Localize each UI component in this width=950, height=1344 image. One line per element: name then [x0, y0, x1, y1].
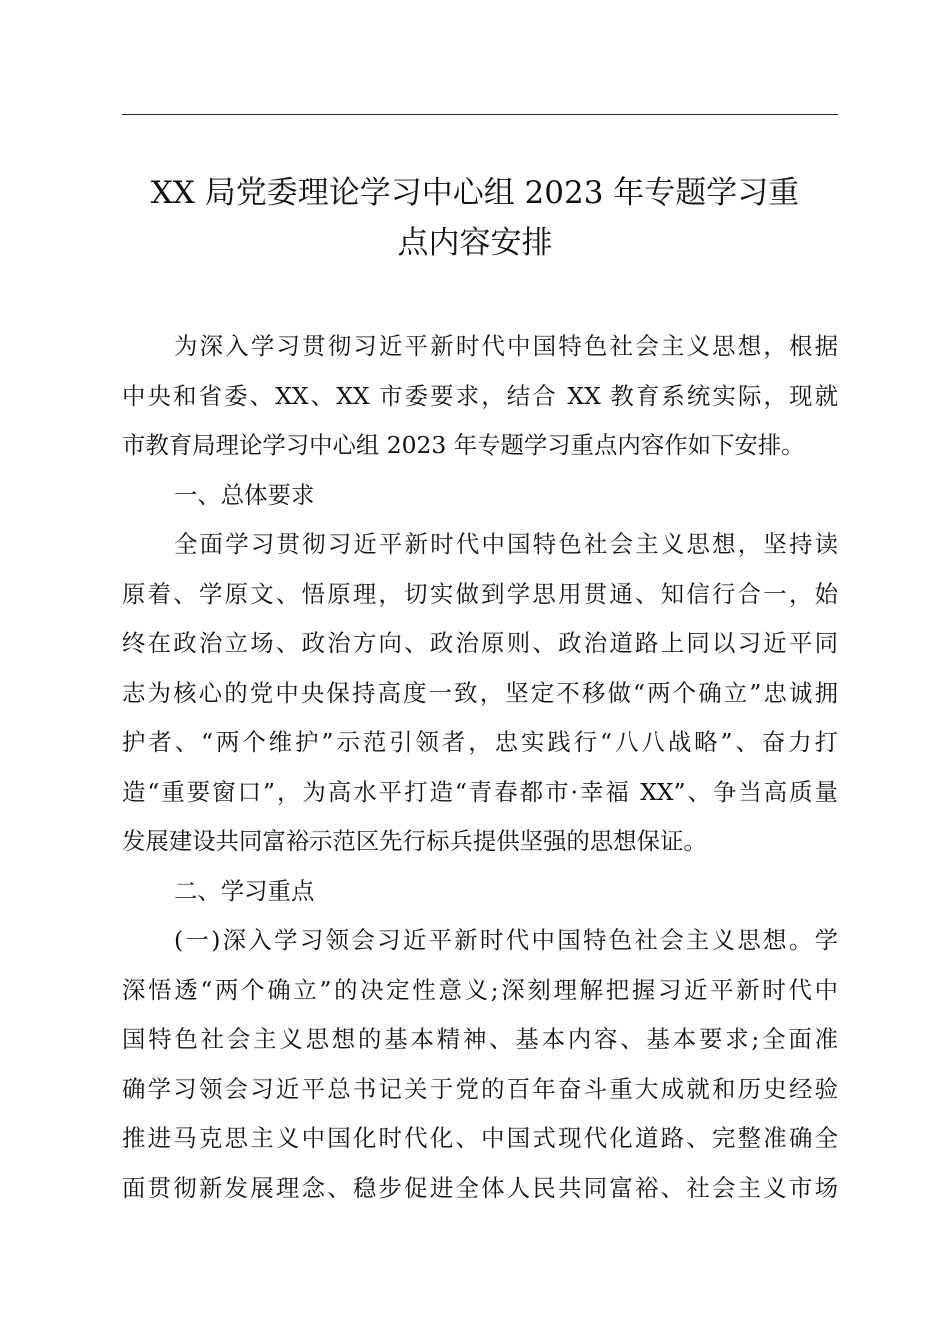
text-line: 志为核心的党中央保持高度一致，坚定不移做“两个确立”忠诚拥	[122, 678, 838, 707]
text-line: 市教育局理论学习中心组 2023 年专题学习重点内容作如下安排。	[122, 431, 805, 459]
header-rule	[122, 114, 838, 115]
text-line: 二、学习重点	[174, 876, 315, 905]
text-line: 为深入学习贯彻习近平新时代中国特色社会主义思想，根据	[174, 332, 838, 360]
text-line: 一、总体要求	[174, 480, 315, 509]
text-line: 面贯彻新发展理念、稳步促进全体人民共同富裕、社会主义市场	[122, 1173, 838, 1202]
text-line: (一)深入学习领会习近平新时代中国特色社会主义思想。学	[174, 926, 838, 954]
section-heading-study-focus	[122, 867, 838, 917]
document-body	[122, 322, 838, 1213]
intro-paragraph	[122, 322, 838, 471]
text-line: 中央和省委、XX、XX 市委要求，结合 XX 教育系统实际，现就	[122, 381, 838, 410]
general-requirements-paragraph	[122, 520, 838, 867]
text-line: 推进马克思主义中国化时代化、中国式现代化道路、完整准确全	[122, 1124, 838, 1152]
text-line: 终在政治立场、政治方向、政治原则、政治道路上同以习近平同	[122, 629, 838, 657]
text-line: 确学习领会习近平总书记关于党的百年奋斗重大成就和历史经验	[122, 1074, 838, 1103]
text-line: 国特色社会主义思想的基本精神、基本内容、基本要求;全面准	[122, 1025, 838, 1053]
text-line: 原着、学原文、悟原理，切实做到学思用贯通、知信行合一，始	[122, 579, 838, 608]
text-line: 深悟透“两个确立”的决定性意义;深刻理解把握习近平新时代中	[122, 975, 838, 1004]
text-line: 全面学习贯彻习近平新时代中国特色社会主义思想，坚持读	[174, 530, 838, 558]
study-focus-paragraph	[122, 916, 838, 1213]
text-line: 护者、“两个维护”示范引领者，忠实践行“八八战略”、奋力打	[122, 728, 838, 756]
title-line: 点内容安排	[397, 225, 553, 261]
document-title	[100, 168, 850, 268]
section-heading-general-requirements	[122, 471, 838, 521]
text-line: 发展建设共同富裕示范区先行标兵提供坚强的思想保证。	[122, 827, 707, 855]
title-line: XX 局党委理论学习中心组 2023 年专题学习重	[150, 175, 800, 211]
text-line: 造“重要窗口”，为高水平打造“青春都市·幸福 XX”、争当高质量	[122, 777, 838, 806]
